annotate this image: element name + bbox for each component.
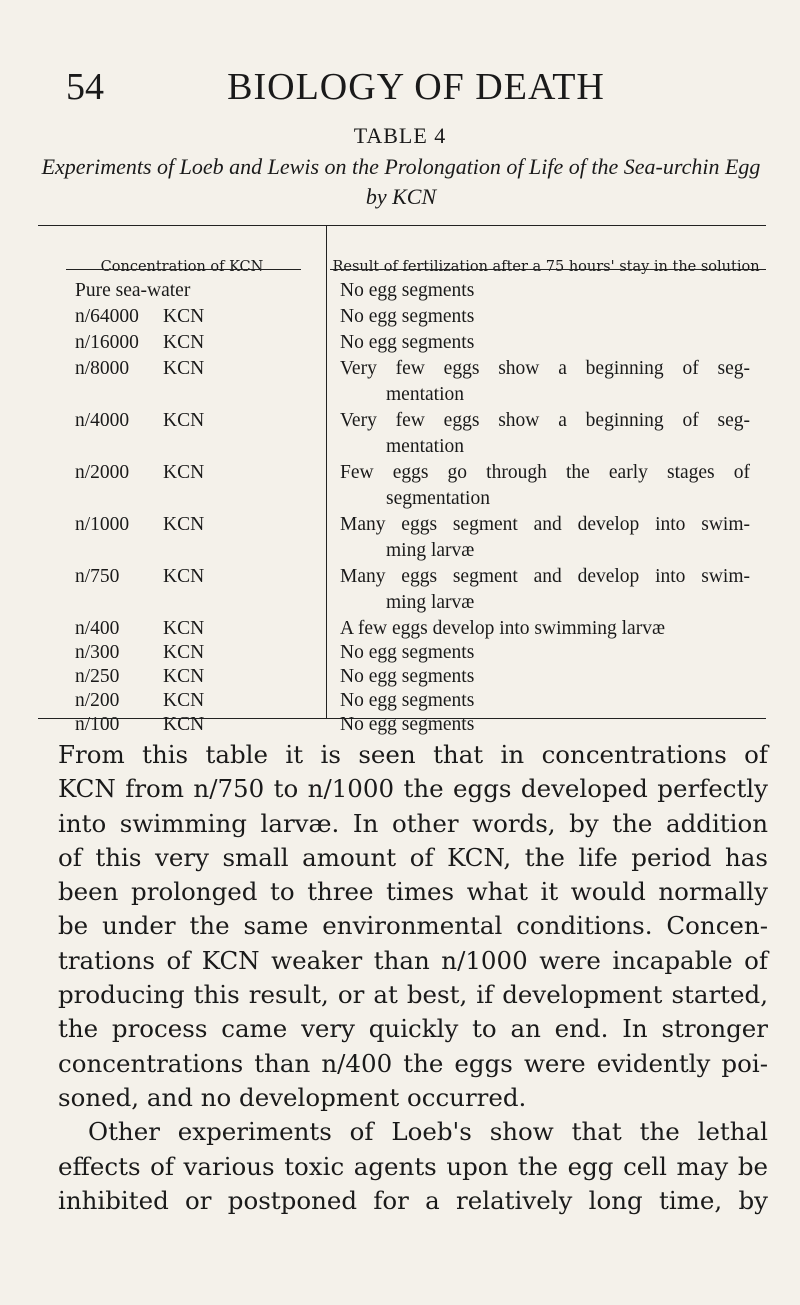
table-caption: Experiments of Loeb and Lewis on the Prolongation of Life of the Sea-urchin Egg by KCN	[41, 154, 761, 209]
result-cell: A few eggs develop into swimming larvæ	[340, 618, 665, 639]
result-cell: Very few eggs show a beginning of seg- mentation	[340, 410, 750, 457]
text-line: producing this result, or at best, if development started,	[58, 980, 768, 1010]
concentration-cell: n/300 KCN	[75, 642, 205, 663]
concentration-cell: n/2000 KCN	[75, 462, 205, 483]
concentration-cell: n/64000 KCN	[75, 306, 205, 327]
text-line: Other experiments of Loeb's show that the lethal	[88, 1117, 768, 1147]
column-header-concentration: Concentration of KCN	[100, 259, 264, 275]
result-cell: No egg segments	[340, 280, 475, 301]
text-line: into swimming larvæ. In other words, by the addition	[58, 808, 768, 838]
data-table	[38, 225, 766, 735]
result-cell: No egg segments	[340, 332, 475, 353]
concentration-cell: n/8000 KCN	[75, 358, 205, 379]
result-cell: No egg segments	[340, 714, 475, 735]
text-line: be under the same environmental conditions. Concen-	[58, 911, 768, 941]
result-cell: No egg segments	[340, 306, 475, 327]
header-rule-right	[330, 269, 766, 270]
text-line: concentrations than n/400 the eggs were evidently poi-	[58, 1048, 768, 1078]
text-line: KCN from n/750 to n/1000 the eggs developed perfectly	[58, 774, 768, 804]
concentration-cell: n/400 KCN	[75, 618, 205, 639]
concentration-cell: n/16000 KCN	[75, 332, 205, 353]
page-number: 54	[66, 66, 104, 108]
text-line: trations of KCN weaker than n/1000 were incapable of	[58, 945, 768, 975]
table-label: TABLE 4	[353, 123, 447, 148]
running-head	[66, 62, 766, 112]
body-paragraphs	[58, 738, 768, 1218]
concentration-cell: n/100 KCN	[75, 714, 205, 735]
column-header-result: Result of fertilization after a 75 hours' stay in the solution	[332, 259, 760, 275]
result-cell: Many eggs segment and develop into swim- ming larvæ	[340, 514, 750, 561]
text-line: of this very small amount of KCN, the life period has	[58, 842, 768, 872]
table-bottom-rule	[38, 718, 766, 719]
result-cell: No egg segments	[340, 642, 475, 663]
text-line: the process came very quickly to an end. In stronger	[58, 1014, 768, 1044]
result-cell: Few eggs go through the early stages of segmentation	[340, 462, 750, 509]
concentration-cell: Pure sea-water	[75, 280, 191, 301]
column-divider	[326, 225, 327, 718]
text-line: soned, and no development occurred.	[58, 1082, 527, 1112]
header-rule-left	[66, 269, 301, 270]
concentration-cell: n/200 KCN	[75, 690, 205, 711]
text-line: effects of various toxic agents upon the egg cell may be	[58, 1151, 768, 1181]
result-cell: Very few eggs show a beginning of seg- mentation	[340, 358, 750, 405]
concentration-cell: n/250 KCN	[75, 666, 205, 687]
text-line: been prolonged to three times what it would normally	[58, 877, 768, 907]
table-top-rule	[38, 225, 766, 226]
concentration-cell: n/4000 KCN	[75, 410, 205, 431]
running-title: BIOLOGY OF DEATH	[227, 66, 605, 108]
result-cell: Many eggs segment and develop into swim- ming larvæ	[340, 566, 750, 613]
result-cell: No egg segments	[340, 690, 475, 711]
concentration-cell: n/1000 KCN	[75, 514, 205, 535]
text-line: inhibited or postponed for a relatively long time, by	[58, 1185, 768, 1215]
result-cell: No egg segments	[340, 666, 475, 687]
text-line: From this table it is seen that in concentrations of	[58, 740, 768, 769]
concentration-cell: n/750 KCN	[75, 566, 205, 587]
